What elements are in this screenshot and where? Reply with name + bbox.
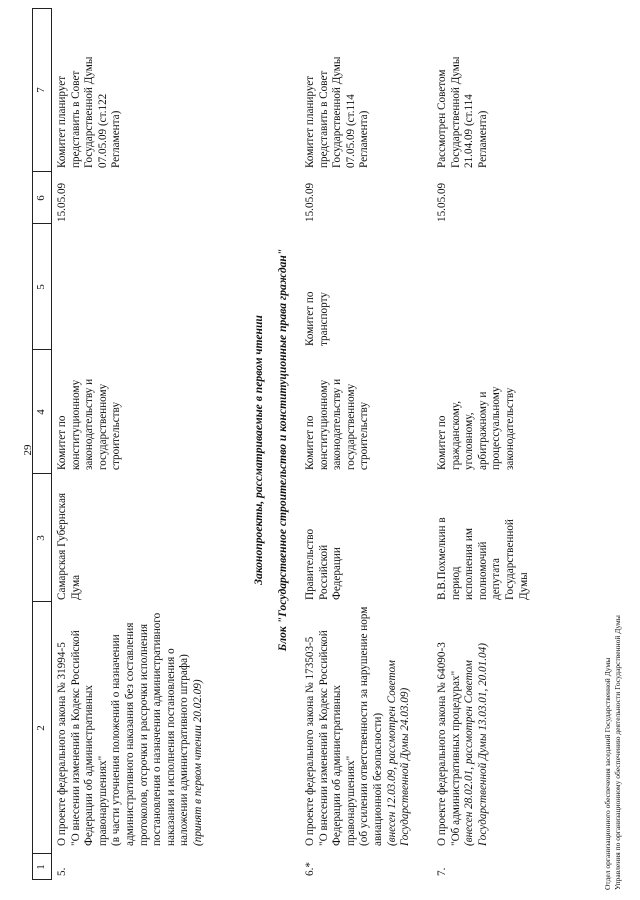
col-header-2: 2: [35, 725, 47, 731]
page-number: 29: [22, 444, 34, 456]
bill-author: Самарская Губернская Дума: [56, 492, 82, 600]
footer-line-2: Управления по организационному обеспечению деятельности Государственной Думы: [613, 615, 622, 890]
responsible-committee: Комитет по конституционному законодательству и государственному строительству: [56, 378, 123, 470]
responsible-committee: Комитет по гражданскому, уголовному, арбитражному и процессуальному законодательству: [436, 386, 516, 470]
col-header-1: 1: [35, 864, 47, 870]
co-committee: Комитет по транспорту: [304, 291, 330, 346]
col-header-3: 3: [35, 535, 47, 541]
bill-author: В.В.Похмелкин в период исполнения им полномочий депутата Государственной Думы: [436, 517, 530, 600]
bill-note: (принят в первом чтении 20.02.09): [191, 679, 204, 846]
row-number: 5.: [56, 867, 68, 876]
section-title: Законопроекты, рассматриваемые в первом чтении: [252, 315, 265, 585]
status: Комитет планирует представить в Совет Государственной Думы 07.05.09 (ст.114 Регламента): [304, 56, 371, 168]
bill-title: О проекте федерального закона № 173503-5 "О внесении изменений в Кодекс Российской Федерации об административных правонарушениях" (об усилении ответственности за нарушение норм авиационной безопасности) (внесен 12.03.09, рассмотрен Советом Государственной Думы 24.03.09): [304, 606, 412, 846]
bill-note: (внесен 12.03.09, рассмотрен Советом Государственной Думы 24.03.09): [385, 660, 412, 846]
col-header-7: 7: [35, 87, 47, 93]
bill-title: О проекте федерального закона № 31994-5 "О внесении изменений в Кодекс Российской Федерации об административных правонарушениях" (в части уточнения положений о назначении административного наказания без составления протоколов, отсрочки и рассрочки исполнения постановления о назначении административного наказания и исполнения постановления о наложении административного штрафа) (принят в первом чтении 20.02.09): [56, 612, 204, 846]
row-number: 6.*: [304, 862, 316, 876]
footer-line-1: Отдел организационного обеспечения заседаний Государственной Думы: [603, 657, 612, 890]
bill-author: Правительство Российской Федерации: [304, 528, 344, 600]
status: Комитет планирует представить в Совет Государственной Думы 07.05.09 (ст.122 Регламента): [56, 56, 123, 168]
col-header-6: 6: [35, 195, 47, 201]
date: 15.05.09: [436, 182, 448, 222]
block-title: Блок "Государственное строительство и конституционные права граждан": [276, 248, 289, 652]
col-header-5: 5: [35, 284, 47, 290]
responsible-committee: Комитет по конституционному законодательству и государственному строительству: [304, 378, 371, 470]
date: 15.05.09: [56, 182, 68, 222]
col-header-4: 4: [35, 409, 47, 415]
row-number: 7.: [436, 867, 448, 876]
bill-title: О проекте федерального закона № 64090-3 "Об административных процедурах" (внесен 28.02.01, рассмотрен Советом Государственной Думы 13.03.01, 20.01.04): [436, 642, 489, 846]
bill-note: (внесен 28.02.01, рассмотрен Советом Государственной Думы 13.03.01, 20.01.04): [463, 643, 489, 846]
date: 15.05.09: [304, 182, 316, 222]
status: Рассмотрен Советом Государственной Думы 21.04.09 (ст.114 Регламента): [436, 56, 489, 168]
